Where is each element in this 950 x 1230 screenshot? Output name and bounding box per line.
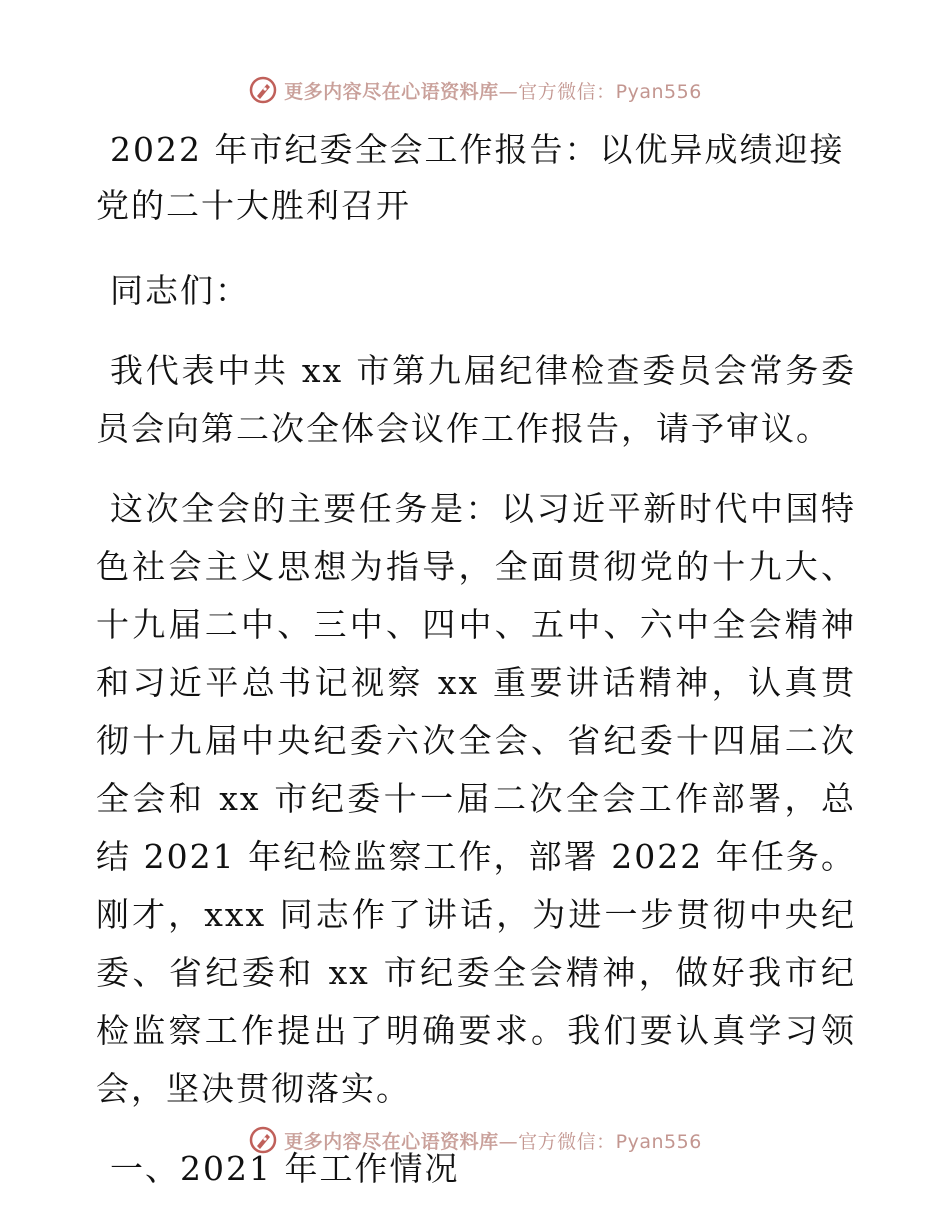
watermark-text bbox=[284, 77, 702, 104]
watermark-contact: —官方微信：Pyan556 bbox=[498, 1130, 702, 1153]
watermark-brand: 更多内容尽在心语资料库 bbox=[284, 80, 499, 103]
watermark-text bbox=[284, 1127, 702, 1154]
paragraph-1: 我代表中共 xx 市第九届纪律检查委员会常务委员会向第二次全体会议作工作报告，请予审议。 bbox=[96, 351, 856, 448]
document-body bbox=[96, 122, 856, 1198]
paragraph-2: 这次全会的主要任务是：以习近平新时代中国特色社会主义思想为指导，全面贯彻党的十九大、十九届二中、三中、四中、五中、六中全会精神和习近平总书记视察 xx 重要讲话精神，认真贯彻十九届中央纪委六次全会、省纪委十四届二次全会和 xx 市纪委十一届二次全会工作部署，总结 2021 年纪检监察工作，部署 2022 年任务。刚才，xxx 同志作了讲话，为进一步贯彻中央纪委、省纪委和 xx 市纪委全会精神，做好我市纪检监察工作提出了明确要求。我们要认真学习领会，坚决贯彻落实。 bbox=[96, 489, 856, 1108]
document-title: 2022 年市纪委全会工作报告：以优异成绩迎接党的二十大胜利召开 bbox=[96, 130, 845, 225]
footer-watermark bbox=[0, 1120, 950, 1160]
pen-nib-logo-icon bbox=[248, 1125, 278, 1155]
section-heading: 一、2021 年工作情况 bbox=[110, 1149, 460, 1188]
watermark-contact: —官方微信：Pyan556 bbox=[498, 80, 702, 103]
greeting: 同志们： bbox=[110, 271, 250, 310]
watermark-brand: 更多内容尽在心语资料库 bbox=[284, 1130, 499, 1153]
header-watermark bbox=[0, 70, 950, 110]
pen-nib-logo-icon bbox=[248, 75, 278, 105]
